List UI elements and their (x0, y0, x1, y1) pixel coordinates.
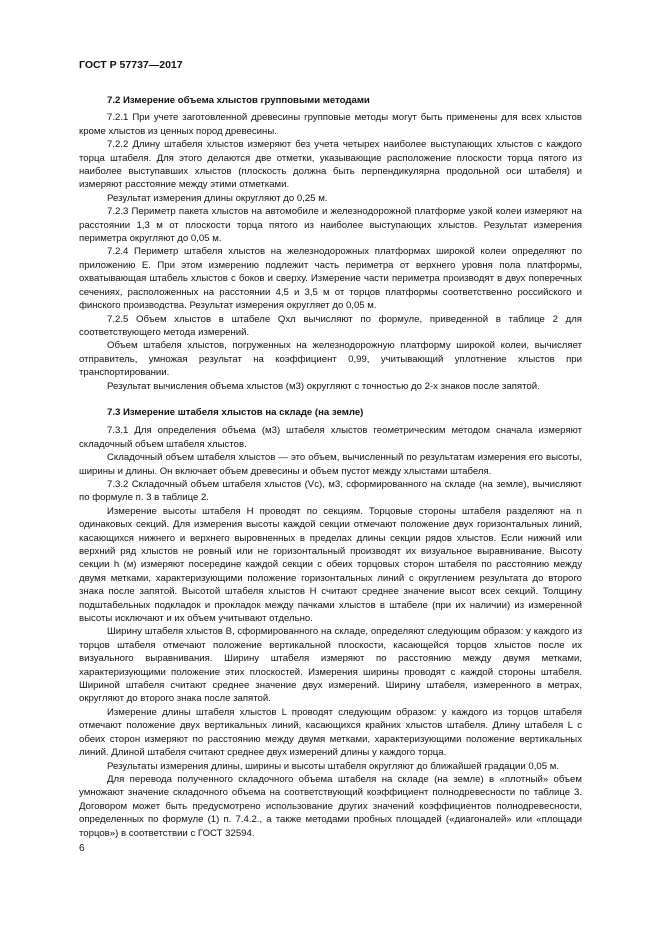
paragraph: Объем штабеля хлыстов, погруженных на железнодорожную платформу широкой колеи, вычисляет отправитель, умножая результат на коэффициент 0,99, учитывающий уплотнение хлыстов при транспортировании. (79, 340, 582, 379)
paragraph: 7.2.4 Периметр штабеля хлыстов на железнодорожных платформах широкой колеи определяют по приложению Е. При этом измерению подлежит часть периметра от верхнего уровня пола платформы, охватывающая штабель хлыстов с боков и сверху. Измерение части периметра производят в двух поперечных сечениях, расположенных на расстоянии 4,5 и 3,5 м от торцов платформы соответственно российского и финского производства. Результат измерения округляет до 0,05 м. (79, 246, 582, 312)
paragraph: Результат измерения длины округляют до 0,25 м. (107, 192, 328, 204)
paragraph: 7.2.3 Периметр пакета хлыстов на автомобиле и железнодорожной платформе узкой колеи измеряют на расстоянии 1,3 м от плоскости торца пятого из наиболее выступающих хлыстов. Результат измерения периметра округляют до 0,05 м. (79, 206, 582, 245)
paragraph: 7.3.1 Для определения объема (м3) штабеля хлыстов геометрическим методом сначала измеряют складочный объем штабеля хлыстов. (79, 425, 582, 450)
section-heading-7-3: 7.3 Измерение штабеля хлыстов на складе (на земле) (107, 406, 364, 418)
paragraph: 7.3.2 Складочный объем штабеля хлыстов (Vс), м3, сформированного на складе (на земле), вычисляют по формуле п. 3 в таблице 2. (79, 478, 582, 504)
document-id: ГОСТ Р 57737—2017 (79, 59, 183, 71)
paragraph: 7.2.5 Объем хлыстов в штабеле Qхл вычисляют по формуле, приведенной в таблице 2 для соответствующего метода измерений. (79, 313, 582, 338)
paragraph: 7.2.2 Длину штабеля хлыстов измеряют без учета четырех наиболее выступающих хлыстов с каждого торца штабеля. Для этого делаются две отметки, указывающие расположение плоскости торца пятого из наиболее выступавших хлыстов (плоскость должна быть перпендикулярна продольной оси штабеля) и измеряют расстояние между этими отметками. (79, 139, 582, 191)
paragraph: Измерение высоты штабеля Н проводят по секциям. Торцовые стороны штабеля разделяют на n одинаковых секций. Для измерения высоты каждой секции отмечают положение двух горизонтальных линий, касающихся нижнего и верхнего выровненных в пределах длины секции рядов хлыстов. Если нижний или верхний ряд хлыстов не ровный или не горизонтальный производят их визуальное выравнивание. Высоту секции h (м) измеряют посередине каждой секции с обеих торцовых сторон штабеля по расстоянию между двумя метками, характеризующими положение горизонтальных линий с округлением результата до второго знака после запятой. Высотой штабеля хлыстов Н считают среднее значение высот всех секций. Толщину подштабельных подкладок и прокладок между пачками хлыстов в штабеле (при их наличии) из измеренной высоты исключают и их объем учитывают отдельно. (79, 505, 582, 625)
paragraph: 7.2.1 При учете заготовленной древесины групповые методы могут быть применены для всех хлыстов кроме хлыстов из ценных пород древесины. (79, 112, 582, 137)
paragraph: Для перевода полученного складочного объема штабеля на складе (на земле) в «плотный» объем умножают значение складочного объема на соответствующий коэффициент полнодревесности по таблице 3. Договором может быть предусмотрено использование других значений коэффициентов полнодревесности, определенных по формуле (1) п. 7.4.2., а также методами пробных площадей («диагоналей» или «площади торцов») в соответствии с ГОСТ 32594. (79, 773, 582, 839)
page-number: 6 (79, 843, 85, 854)
page-content (79, 94, 582, 840)
paragraph: Результат вычисления объема хлыстов (м3) округляют с точностью до 2-х знаков после запятой. (107, 380, 540, 392)
section-heading-7-2: 7.2 Измерение объема хлыстов групповыми методами (107, 95, 370, 106)
paragraph: Складочный объем штабеля хлыстов — это объем, вычисленный по результатам измерения его высоты, ширины и длины. Он включает объем древесины и объем пустот между хлыстами штабеля. (79, 452, 582, 477)
paragraph: Измерение длины штабеля хлыстов L проводят следующим образом: у каждого из торцов штабеля отмечают положение двух вертикальных линий, касающихся крайних хлыстов штабеля. Длину штабеля L с обеих сторон измеряют по расстоянию между двумя метками, характеризующими положение вертикальных линий. Длиной штабеля считают среднее двух измерений длины у каждого торца. (79, 706, 582, 759)
paragraph: Результаты измерения длины, ширины и высоты штабеля округляют до ближайшей градации 0,05 м. (107, 760, 559, 772)
paragraph: Ширину штабеля хлыстов В, сформированного на складе, определяют следующим образом: у каждого из торцов штабеля отмечают положение вертикальной плоскости, касающейся торцов хлыстов после их визуального выравнивания. Ширину штабеля измеряют по расстоянию между двумя метками, характеризующими положение этих плоскостей. Измерения ширины проводят с каждой стороны штабеля. Шириной штабеля считают среднее значение двух измерений. Ширину штабеля, измеренного в метрах, округляют до второго знака после запятой. (79, 626, 582, 705)
